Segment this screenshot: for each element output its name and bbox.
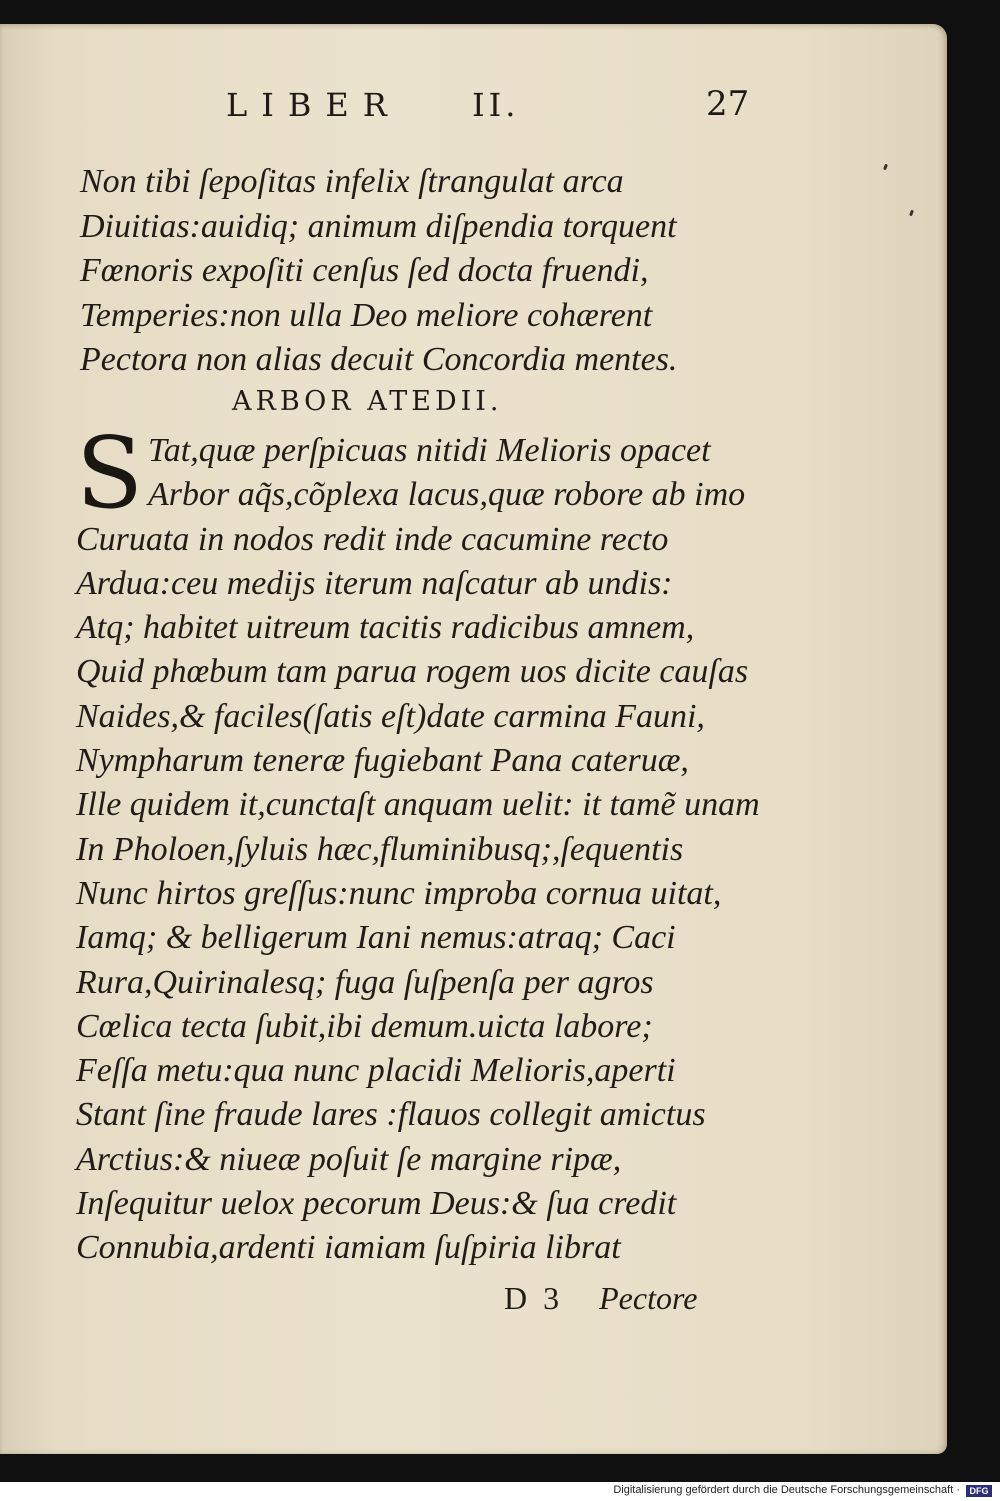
text-line: Curuata in nodos redit inde cacumine recto: [76, 520, 669, 558]
text-line: Pectora non alias decuit Concordia mentes.: [80, 341, 678, 378]
text-line: Inſequitur uelox pecorum Deus:& ſua credit: [76, 1185, 677, 1223]
text-line: Iamq; & belligerum Iani nemus:atraq; Caci: [76, 919, 676, 957]
text-line: Ardua:ceu medijs iterum naſcatur ab undis:: [76, 564, 673, 602]
text-line: Non tibi ſepoſitas infelix ſtrangulat arca: [80, 163, 624, 200]
text-line: Stant ſine fraude lares :flauos collegit amictus: [76, 1096, 706, 1134]
signature-mark: D 3: [504, 1280, 564, 1316]
text-line: Nunc hirtos greſſus:nunc improba cornua uitat,: [76, 874, 722, 912]
text-line: Arctius:& niueæ poſuit ſe margine ripæ,: [76, 1140, 622, 1178]
text-line: Diuitias:auidiq; animum diſpendia torquent: [80, 207, 677, 245]
text-line: Ille quidem it,cunctaſt anquam uelit: it tamẽ unam: [76, 786, 760, 824]
poem-body: [76, 417, 796, 1271]
ink-speck: [909, 210, 914, 217]
text-line: Atq; habitet uitreum tacitis radicibus amnem,: [76, 609, 695, 647]
text-line: Naides,& faciles(ſatis eſt)date carmina Fauni,: [76, 697, 705, 735]
running-header: [226, 86, 756, 126]
text-line: Fœnoris expoſiti cenſus ſed docta fruendi,: [80, 252, 649, 289]
poem-title: ARBOR ATEDII.: [232, 386, 503, 417]
text-line: Cœlica tecta ſubit,ibi demum.uicta labore;: [76, 1007, 653, 1045]
book-page: [0, 24, 947, 1454]
drop-capital: S: [76, 417, 144, 531]
text-line: Nympharum teneræ fugiebant Pana cateruæ,: [76, 742, 689, 780]
header-book-label: LIBER: [226, 86, 401, 124]
ink-speck: [883, 164, 888, 171]
text-line: In Pholoen,ſyluis hæc,fluminibusq;,ſequentis: [76, 830, 684, 868]
page-footer: [504, 1280, 697, 1317]
text-line: Quid phœbum tam parua rogem uos dicite cauſas: [76, 653, 749, 691]
text-line: Tat,quæ perſpicuas nitidi Melioris opacet: [148, 432, 711, 469]
catchword: Pectore: [599, 1280, 698, 1316]
page-number: 27: [706, 84, 750, 124]
text-line: Connubia,ardenti iamiam ſuſpiria librat: [76, 1229, 621, 1267]
dfg-logo: DFG: [966, 1485, 992, 1497]
text-line: Feſſa metu:qua nunc placidi Melioris,aperti: [76, 1052, 676, 1090]
page-content: [0, 24, 947, 1454]
text-line: Rura,Quirinalesq; fuga ſuſpenſa per agros: [76, 963, 654, 1001]
credit-bar: [0, 1482, 1000, 1501]
header-book-number: II.: [472, 86, 520, 124]
text-line: Temperies:non ulla Deo meliore cohærent: [80, 296, 653, 334]
funding-credit: Digitalisierung gefördert durch die Deutsche Forschungsgemeinschaft ·: [613, 1484, 960, 1496]
prior-poem-ending: [80, 160, 780, 383]
text-line: Arbor aq̃s,cõplexa lacus,quæ robore ab imo: [148, 476, 746, 514]
